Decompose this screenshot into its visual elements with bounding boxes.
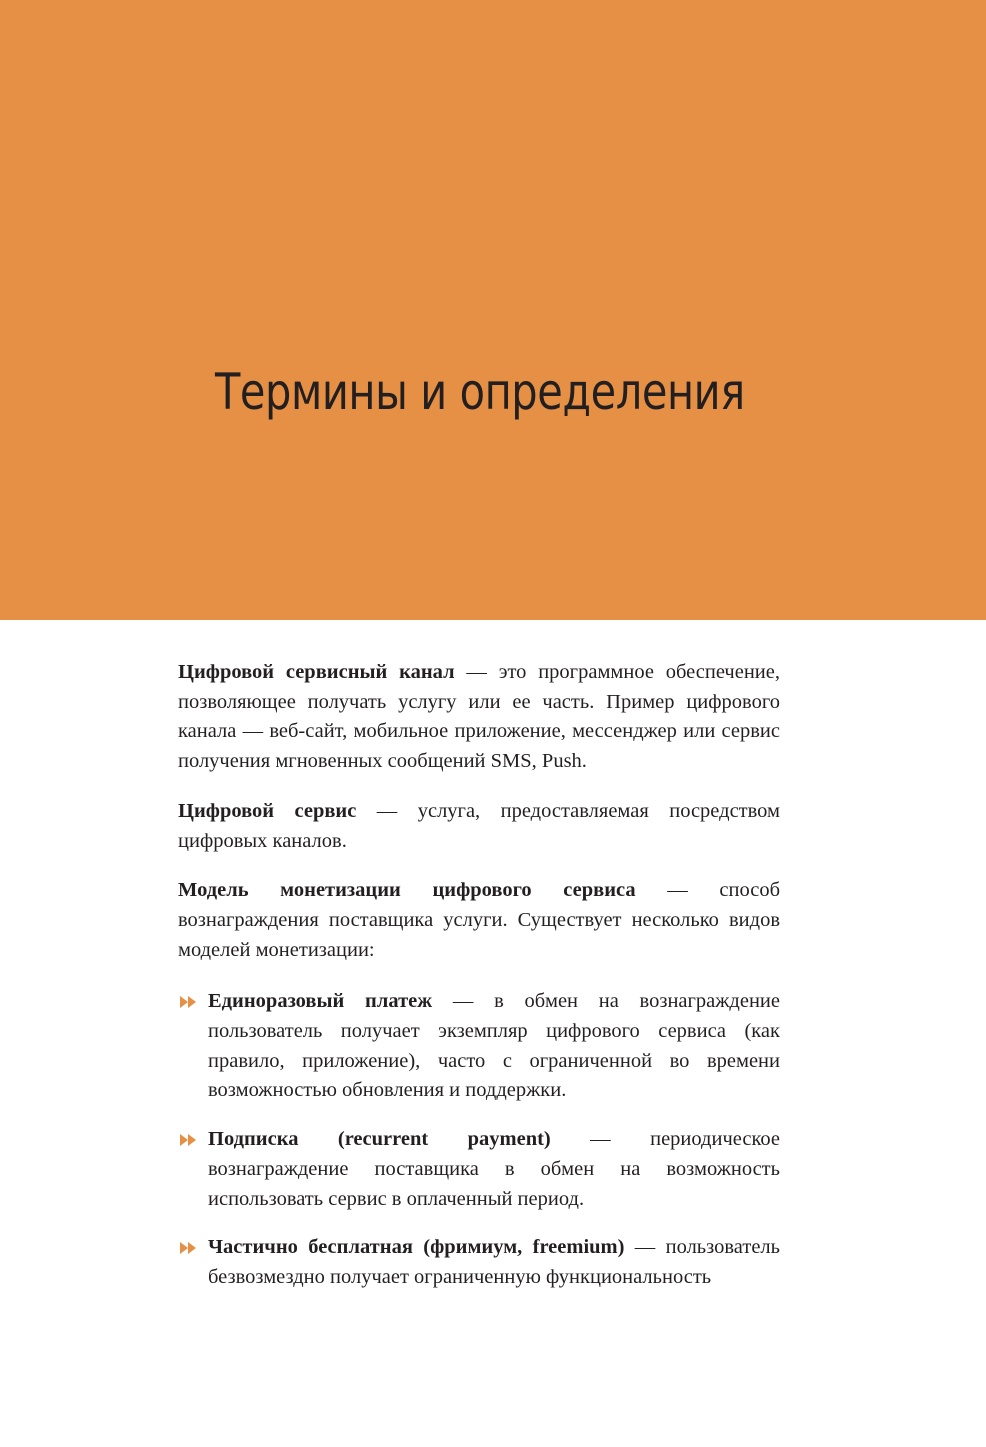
- definition-paragraph: [178, 797, 780, 856]
- definition-term: Модель монетизации цифрового сервиса: [178, 879, 636, 902]
- model-term: Частично бесплатная (фримиум, freemium): [208, 1236, 625, 1259]
- model-text: — в обмен на вознаграждение пользователь получает экземпляр цифрового сервиса (как правило, приложение), часто с ограниченной во времени возможностью обновления и поддержки.: [208, 990, 781, 1102]
- definition-paragraph: [178, 658, 780, 777]
- definition-text: — это программное обеспечение, позволяющее получать услугу или ее часть. Пример цифрового канала — веб-сайт, мобильное приложение, мессенджер или сервис получения мгновенных сообщений SMS, Push.: [178, 661, 780, 773]
- chapter-banner: [0, 0, 986, 620]
- chapter-title: Термины и определения: [215, 363, 745, 421]
- definition-paragraph: [178, 876, 780, 965]
- model-text: — периодическое вознаграждение поставщика в обмен на возможность использовать сервис в оплаченный период.: [208, 1128, 780, 1210]
- double-chevron-right-icon: [180, 1241, 200, 1255]
- list-item: [178, 987, 780, 1106]
- model-term: Единоразовый платеж: [208, 990, 433, 1013]
- double-chevron-right-icon: [180, 995, 200, 1009]
- definition-term: Цифровой сервисный канал: [178, 661, 455, 683]
- list-item: [178, 1125, 780, 1214]
- definition-text: — способ вознаграждения поставщика услуги. Существует несколько видов моделей монетизации:: [178, 879, 781, 961]
- list-item: [178, 1233, 780, 1292]
- page-body: [178, 658, 780, 1312]
- model-text: — пользователь безвозмездно получает ограниченную функциональность: [208, 1236, 780, 1288]
- definition-term: Цифровой сервис: [178, 799, 357, 822]
- definition-text: — услуга, предоставляемая посредством цифровых каналов.: [178, 799, 780, 852]
- double-chevron-right-icon: [180, 1133, 200, 1147]
- monetization-models-list: [178, 987, 780, 1292]
- model-term: Подписка (recurrent payment): [208, 1128, 551, 1151]
